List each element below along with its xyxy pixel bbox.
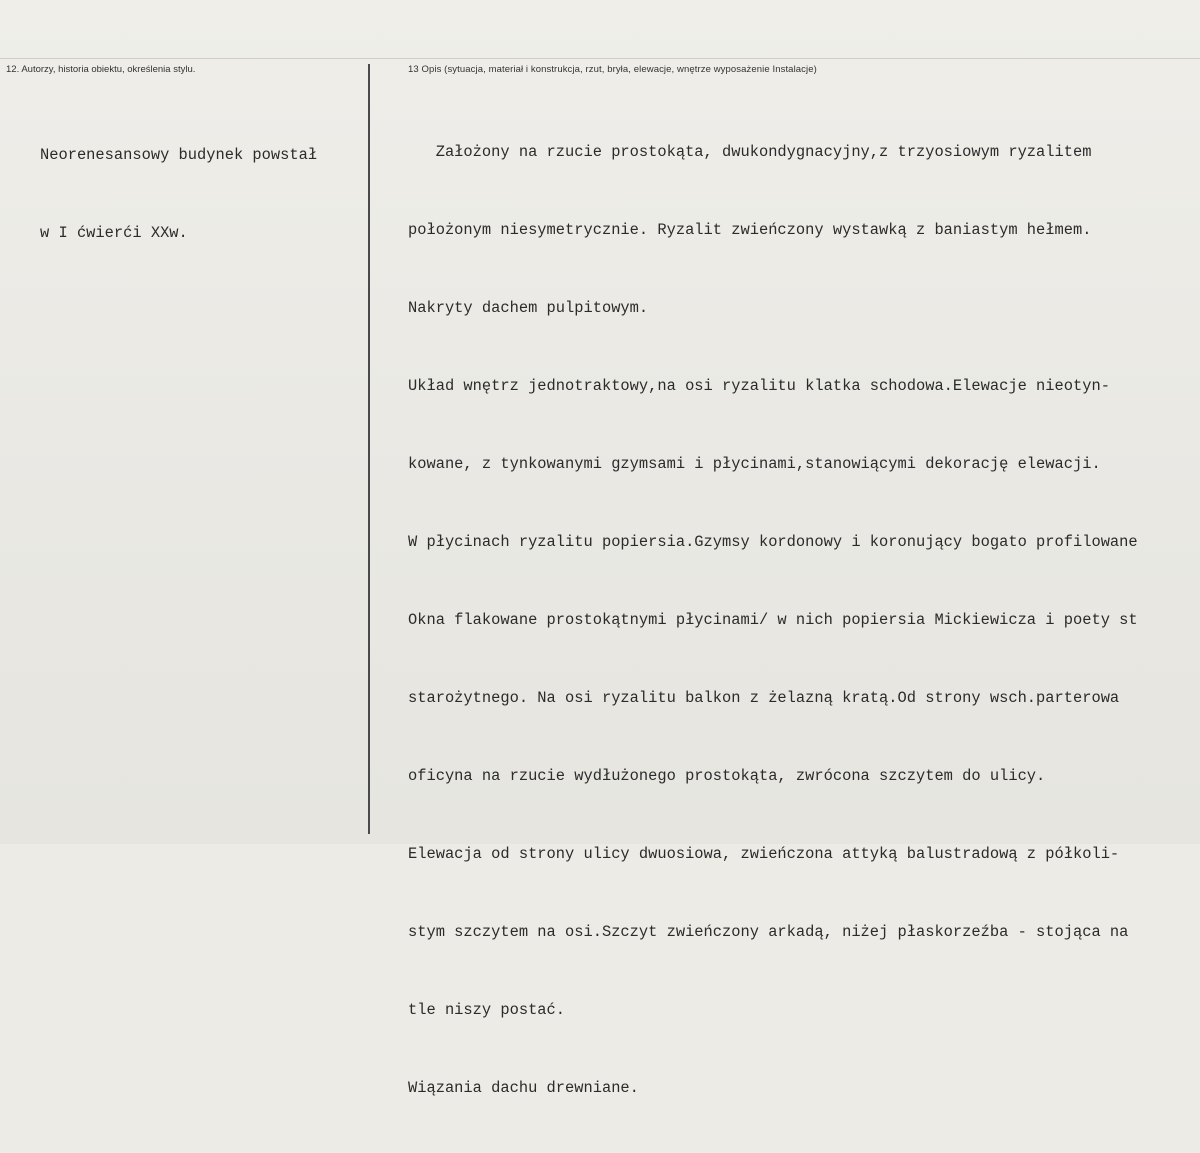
section-13-label: 13 Opis (sytuacja, materiał i konstrukcja, rzut, bryła, elewacje, wnętrze wyposażenie Instalacje) xyxy=(408,64,817,75)
description-line: kowane, z tynkowanymi gzymsami i płycinami,stanowiącymi dekorację elewacji. xyxy=(408,455,1101,473)
description-line: Założony na rzucie prostokąta, dwukondygnacyjny,z trzyosiowym ryzalitem xyxy=(408,143,1092,161)
history-text xyxy=(40,90,317,298)
description-line: Wiązania dachu drewniane. xyxy=(408,1079,639,1097)
description-line: tle niszy postać. xyxy=(408,1001,566,1019)
history-line: w I ćwierći XXw. xyxy=(40,224,188,242)
section-12-label: 12. Autorzy, historia obiektu, określenia stylu. xyxy=(6,64,196,75)
description-line: stym szczytem na osi.Szczyt zwieńczony arkadą, niżej płaskorzeźba - stojąca na xyxy=(408,923,1129,941)
description-line: Nakryty dachem pulpitowym. xyxy=(408,299,649,317)
top-rule xyxy=(0,58,1200,59)
description-text xyxy=(408,87,1200,1153)
description-line: Układ wnętrz jednotraktowy,na osi ryzalitu klatka schodowa.Elewacje nieotyn- xyxy=(408,377,1110,395)
column-divider xyxy=(368,64,370,834)
description-line: W płycinach ryzalitu popiersia.Gzymsy kordonowy i koronujący bogato profilowane xyxy=(408,533,1138,551)
description-line: oficyna na rzucie wydłużonego prostokąta, zwrócona szczytem do ulicy. xyxy=(408,767,1046,785)
description-line: położonym niesymetrycznie. Ryzalit zwieńczony wystawką z baniastym hełmem. xyxy=(408,221,1092,239)
description-line: Elewacja od strony ulicy dwuosiowa, zwieńczona attyką balustradową z półkoli- xyxy=(408,845,1120,863)
description-line: Okna flakowane prostokątnymi płycinami/ w nich popiersia Mickiewicza i poety st xyxy=(408,611,1138,629)
history-line: Neorenesansowy budynek powstał xyxy=(40,146,318,164)
description-line: starożytnego. Na osi ryzalitu balkon z żelazną kratą.Od strony wsch.parterowa xyxy=(408,689,1120,707)
